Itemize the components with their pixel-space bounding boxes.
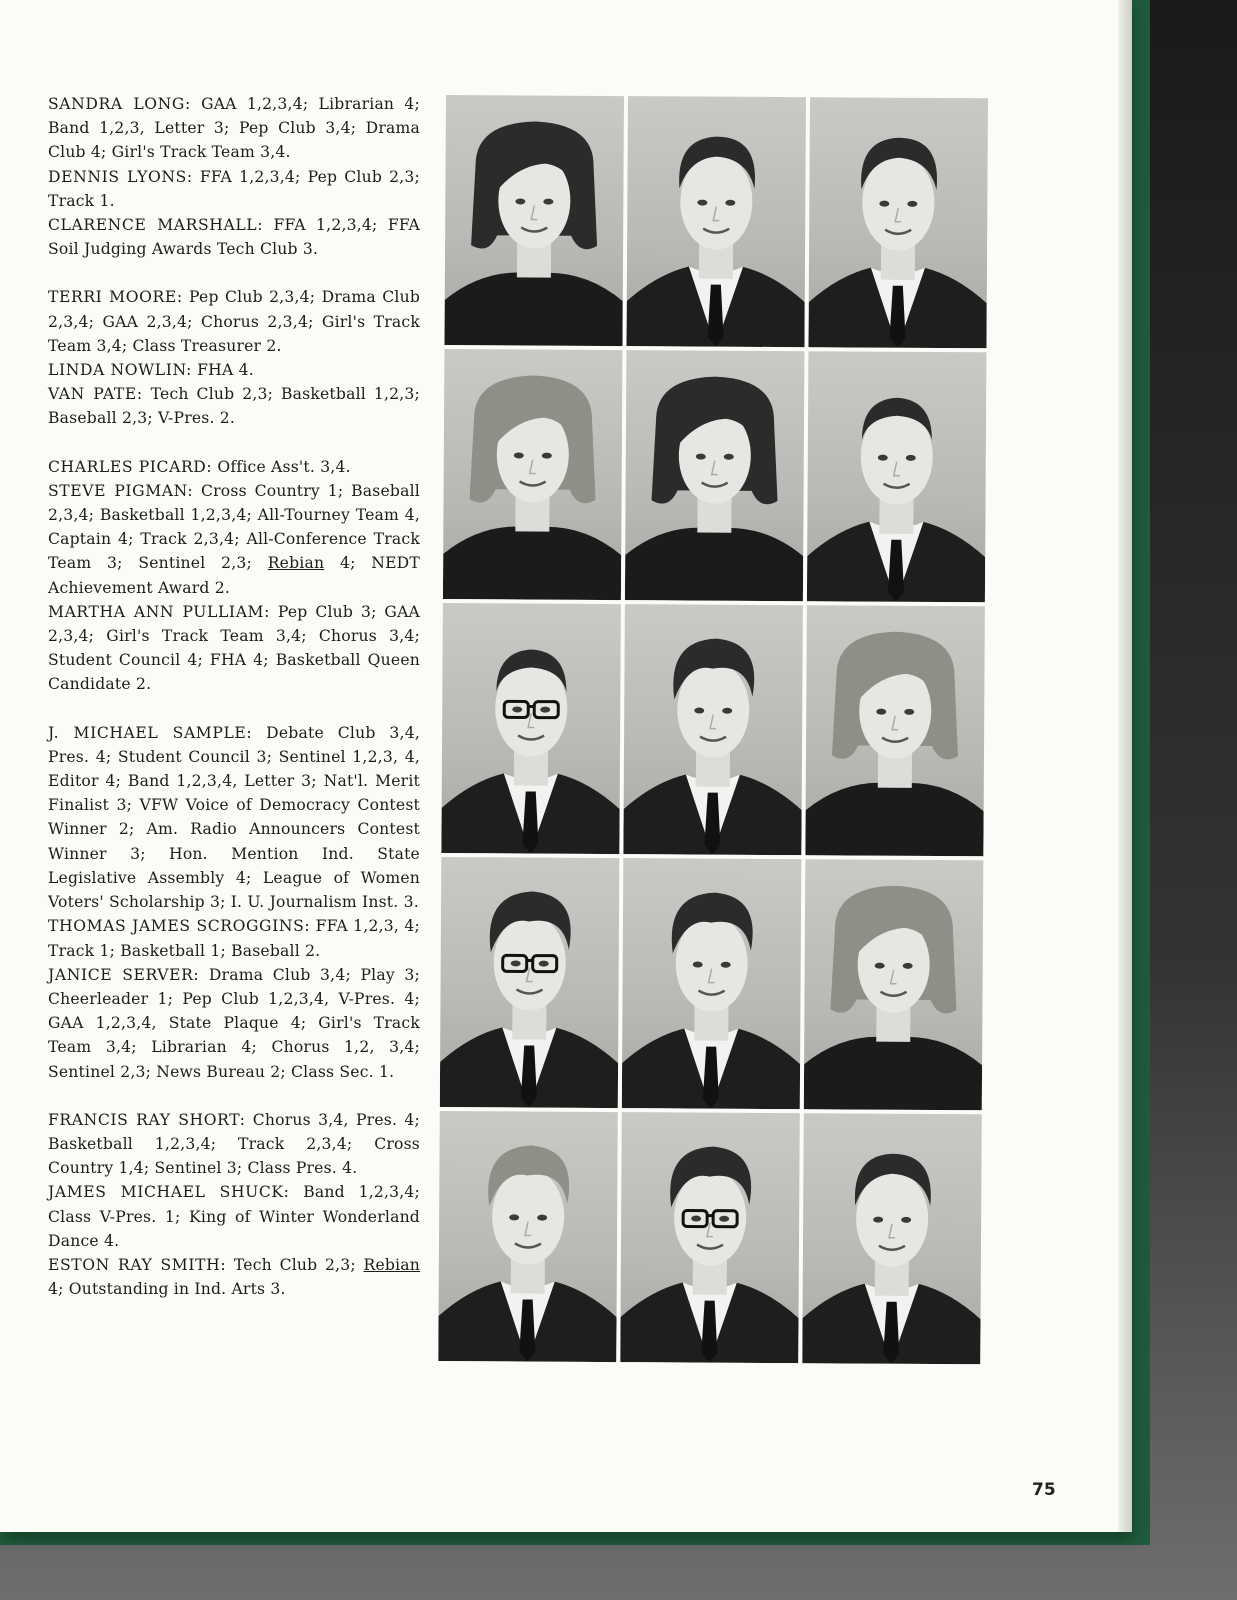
student-activities: Band 1,2,3,4; Class V-Pres. 1; King of Winter Wonderland Dance 4. — [48, 1183, 420, 1250]
student-portrait — [444, 95, 624, 346]
student-portrait — [441, 603, 621, 854]
student-bio — [48, 285, 420, 358]
student-name: CLARENCE MARSHALL: — [48, 216, 264, 235]
student-portrait — [808, 97, 988, 348]
student-activities: Cross Country 1; Baseball 2,3,4; Basketball 1,2,3,4; All-Tourney Team 4, Captain 4; Track 2,3,4; All-Conference Track Team 3; Sentinel 2,3; — [48, 481, 420, 573]
student-bio — [48, 914, 420, 962]
student-portrait — [804, 859, 984, 1110]
portrait-photo — [623, 604, 803, 855]
portrait-photo — [626, 96, 806, 347]
student-bio — [48, 963, 420, 1084]
student-bio — [48, 165, 420, 213]
student-name: DENNIS LYONS: — [48, 167, 193, 186]
student-portrait — [807, 351, 987, 602]
bio-group — [48, 285, 420, 430]
student-name: LINDA NOWLIN: — [48, 361, 192, 380]
student-bio — [48, 455, 420, 479]
underlined-title: Rebian — [267, 554, 325, 573]
bio-group — [48, 721, 420, 1084]
portrait-photo — [620, 1112, 800, 1363]
student-bio — [48, 1108, 420, 1181]
student-activities: Pep Club 3; GAA 2,3,4; Girl's Track Team 3,4; Chorus 3,4; Student Council 4; FHA 4; Basketball Queen Candidate 2. — [48, 602, 420, 694]
student-name: VAN PATE: — [48, 385, 143, 404]
student-bio — [48, 382, 420, 430]
student-activities-cont: 4; NEDT Achievement Award 2. — [48, 554, 420, 597]
bio-group — [48, 455, 420, 697]
student-portrait — [623, 604, 803, 855]
student-name: THOMAS JAMES SCROGGINS: — [48, 917, 311, 936]
student-activities: Drama Club 3,4; Play 3; Cheerleader 1; Pep Club 1,2,3,4, V-Pres. 4; GAA 1,2,3,4, State Plaque 4; Girl's Track Team 3,4; Librarian 4; Chorus 1,2, 3,4; Sentinel 2,3; News Bureau 2; Class Sec. 1. — [48, 965, 420, 1081]
student-activities: GAA 1,2,3,4; Librarian 4; Band 1,2,3, Letter 3; Pep Club 3,4; Drama Club 4; Girl's Track Team 3,4. — [48, 95, 420, 162]
student-name: MARTHA ANN PULLIAM: — [48, 602, 270, 621]
student-portrait — [625, 350, 805, 601]
bio-group — [48, 92, 420, 261]
student-bio — [48, 92, 420, 165]
portrait-photo — [808, 97, 988, 348]
student-portrait — [438, 1111, 618, 1362]
student-name: STEVE PIGMAN: — [48, 481, 194, 500]
student-name: ESTON RAY SMITH: — [48, 1255, 227, 1274]
student-portrait — [626, 96, 806, 347]
bio-group — [48, 1108, 420, 1302]
student-bio — [48, 479, 420, 600]
student-name: TERRI MOORE: — [48, 288, 183, 307]
portrait-photo — [804, 859, 984, 1110]
student-bio — [48, 213, 420, 261]
page-number: 75 — [1032, 1480, 1056, 1500]
portrait-photo — [805, 605, 985, 856]
portrait-photo — [444, 95, 624, 346]
portrait-photo — [440, 857, 620, 1108]
student-name: JAMES MICHAEL SHUCK: — [48, 1183, 290, 1202]
student-bio — [48, 358, 420, 382]
student-bios — [48, 92, 420, 1325]
page-edge — [1118, 0, 1132, 1532]
portrait-photo — [802, 1113, 982, 1364]
student-portrait — [805, 605, 985, 856]
student-activities: FFA 1,2,3,4; Pep Club 2,3; Track 1. — [48, 167, 420, 210]
student-bio — [48, 721, 420, 915]
portrait-photo — [622, 858, 802, 1109]
underlined-title: Rebian — [363, 1255, 421, 1274]
student-activities: FHA 4. — [192, 361, 254, 380]
student-activities: Chorus 3,4, Pres. 4; Basketball 1,2,3,4; Track 2,3,4; Cross Country 1,4; Sentinel 3; Class Pres. 4. — [48, 1110, 420, 1178]
student-activities: FFA 1,2,3, 4; Track 1; Basketball 1; Baseball 2. — [48, 917, 420, 960]
student-activities: Tech Club 2,3; — [226, 1255, 364, 1274]
student-name: FRANCIS RAY SHORT: — [48, 1110, 246, 1129]
student-name: JANICE SERVER: — [48, 965, 200, 984]
portrait-photo — [438, 1111, 618, 1362]
student-name: SANDRA LONG: — [48, 95, 191, 113]
student-name: CHARLES PICARD: — [48, 457, 213, 476]
student-portrait — [622, 858, 802, 1109]
student-portrait — [620, 1112, 800, 1363]
student-name: J. MICHAEL SAMPLE: — [48, 723, 253, 742]
student-portrait — [443, 349, 623, 600]
student-activities: Debate Club 3,4, Pres. 4; Student Council 3; Sentinel 1,2,3, 4, Editor 4; Band 1,2,3,4, Letter 3; Nat'l. Merit Finalist 3; VFW Voice of Democracy Contest Winner 2; Am. Radio Announcers Contest Winner 3; Hon. Mention Ind. State Legislative Assembly 4; League of Women Voters' Scholarship 3; I. U. Journalism Inst. 3. — [48, 723, 420, 912]
student-activities: Tech Club 2,3; Basketball 1,2,3; Baseball 2,3; V-Pres. 2. — [48, 385, 420, 428]
student-portrait — [440, 857, 620, 1108]
portrait-photo — [441, 603, 621, 854]
portrait-photo — [443, 349, 623, 600]
student-bio — [48, 1253, 420, 1301]
student-activities: FFA 1,2,3,4; FFA Soil Judging Awards Tech Club 3. — [48, 216, 420, 259]
student-portrait — [802, 1113, 982, 1364]
student-bio — [48, 600, 420, 697]
student-bio — [48, 1180, 420, 1253]
student-activities: Pep Club 2,3,4; Drama Club 2,3,4; GAA 2,3,4; Chorus 2,3,4; Girl's Track Team 3,4; Class Treasurer 2. — [48, 288, 421, 355]
portrait-grid — [438, 95, 988, 1364]
student-activities: Office Ass't. 3,4. — [212, 457, 351, 476]
student-activities-cont: 4; Outstanding in Ind. Arts 3. — [48, 1280, 286, 1299]
portrait-photo — [807, 351, 987, 602]
portrait-photo — [625, 350, 805, 601]
